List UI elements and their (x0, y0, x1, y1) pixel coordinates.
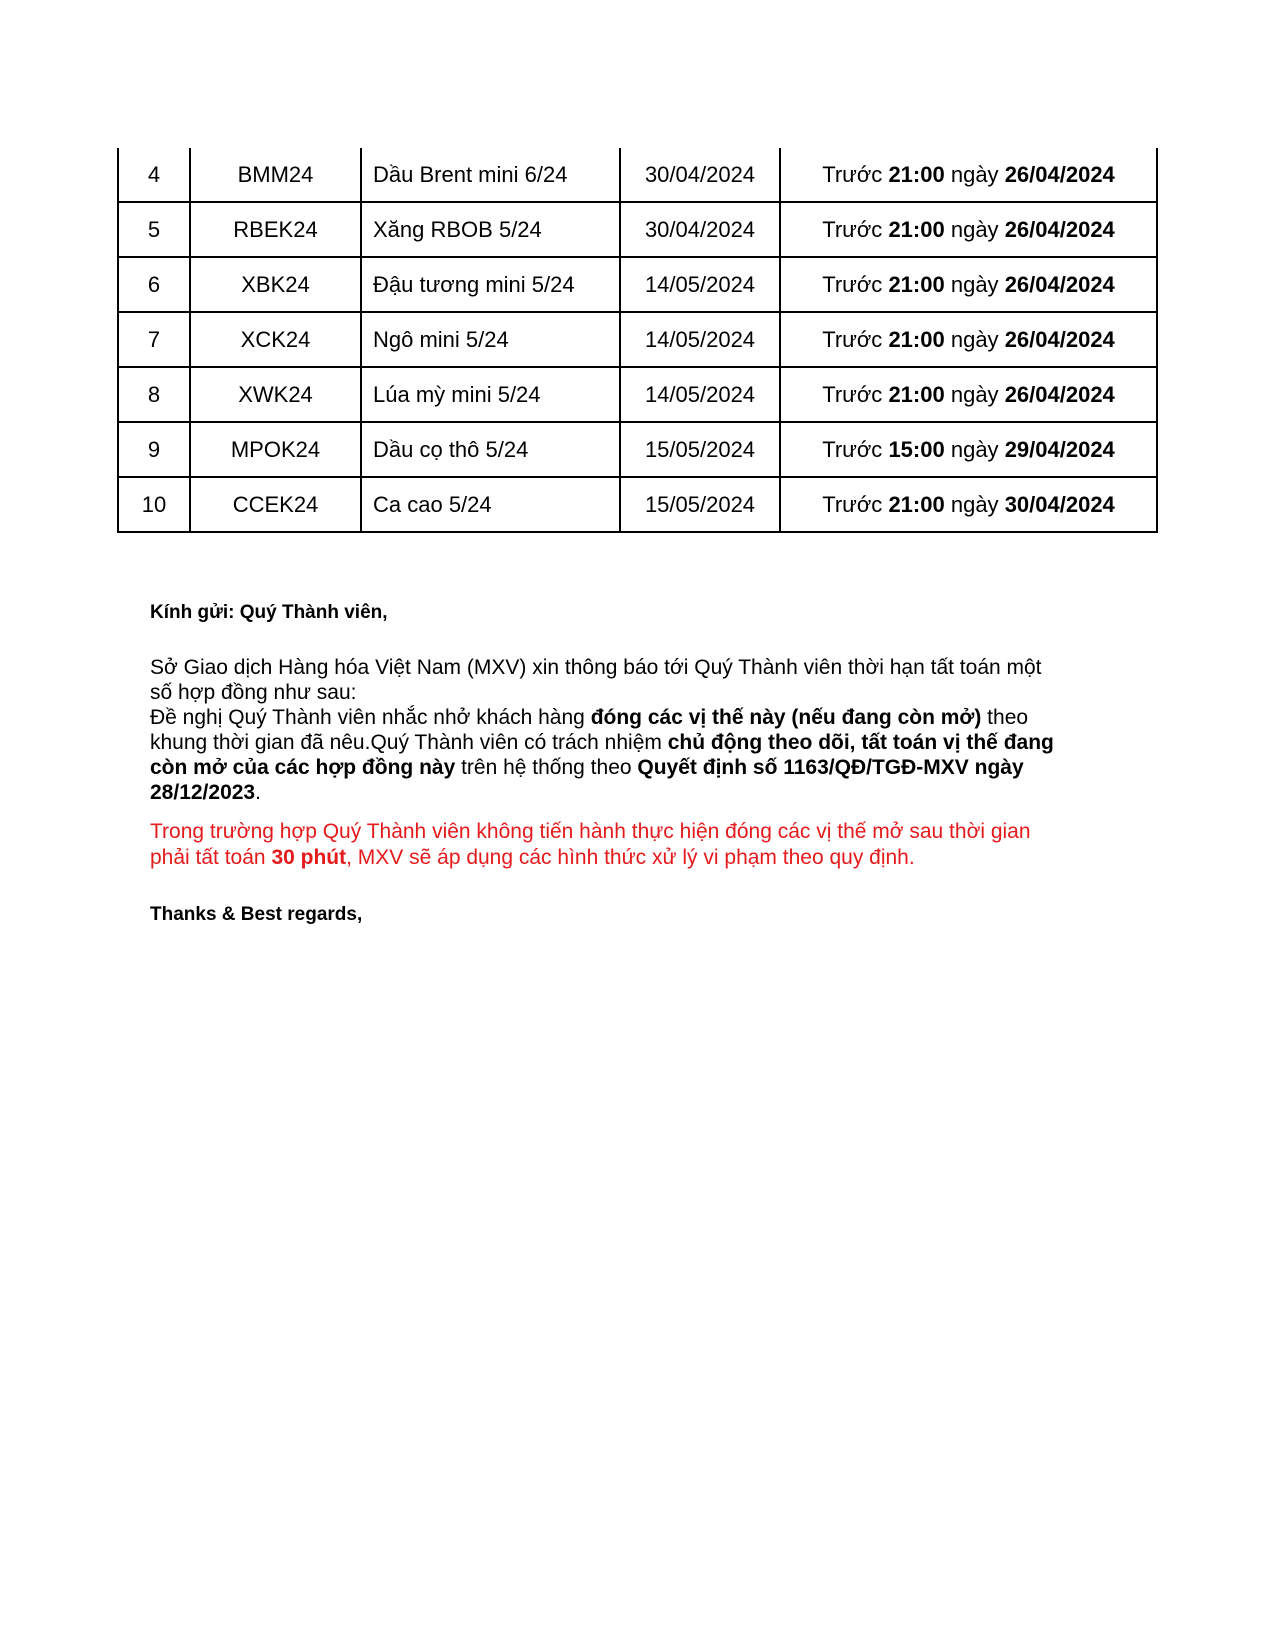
row-number-cell: 6 (118, 257, 190, 312)
table-row (118, 422, 1157, 477)
settlement-deadline-cell (780, 367, 1157, 422)
penalty-warning (150, 819, 1140, 871)
contract-name-cell: Lúa mỳ mini 5/24 (361, 367, 620, 422)
contract-code-cell: XCK24 (190, 312, 361, 367)
decision-reference: Quyết định số 1163/QĐ/TGĐ-MXV ngày (637, 756, 1024, 779)
deadline-time: 21:00 (888, 161, 945, 187)
deadline-prefix: Trước (822, 326, 883, 352)
deadline-prefix: Trước (822, 436, 883, 462)
warning-text-end: , MXV sẽ áp dụng các hình thức xử lý vi phạm theo quy định. (346, 846, 915, 869)
deadline-date: 29/04/2024 (1004, 436, 1115, 462)
deadline-date: 30/04/2024 (1004, 491, 1115, 517)
intro-line-2: số hợp đồng như sau: (150, 681, 357, 704)
expiry-date-cell: 14/05/2024 (620, 367, 780, 422)
deadline-date: 26/04/2024 (1004, 326, 1115, 352)
contract-code-cell: XWK24 (190, 367, 361, 422)
deadline-date: 26/04/2024 (1004, 161, 1115, 187)
warning-duration: 30 phút (271, 846, 347, 869)
row-number-cell: 5 (118, 202, 190, 257)
settlement-deadline-cell (780, 312, 1157, 367)
responsibility-emphasis-2: còn mở của các hợp đồng này (150, 756, 456, 779)
deadline-time: 21:00 (888, 381, 945, 407)
warning-line-1: Trong trường hợp Quý Thành viên không tiến hành thực hiện đóng các vị thế mở sau thời gian (150, 820, 1031, 843)
contract-code-cell: RBEK24 (190, 202, 361, 257)
closing-signoff: Thanks & Best regards, (150, 904, 363, 925)
intro-line-1: Sở Giao dịch Hàng hóa Việt Nam (MXV) xin thông báo tới Quý Thành viên thời hạn tất toán một (150, 656, 1042, 679)
deadline-prefix: Trước (822, 381, 883, 407)
deadline-mid: ngày (950, 216, 999, 242)
contract-name-cell: Dầu Brent mini 6/24 (361, 148, 620, 202)
deadline-time: 15:00 (888, 436, 945, 462)
contract-name-cell: Dầu cọ thô 5/24 (361, 422, 620, 477)
intro-paragraph (150, 655, 1140, 805)
expiry-date-cell: 30/04/2024 (620, 148, 780, 202)
contract-code-cell: CCEK24 (190, 477, 361, 532)
deadline-prefix: Trước (822, 216, 883, 242)
table-row (118, 477, 1157, 532)
expiry-date-cell: 30/04/2024 (620, 202, 780, 257)
table-row (118, 312, 1157, 367)
contract-table-body (118, 148, 1157, 532)
notice-letter (150, 600, 1140, 927)
settlement-deadline-cell (780, 202, 1157, 257)
table-row (118, 367, 1157, 422)
table-row (118, 202, 1157, 257)
deadline-prefix: Trước (822, 161, 883, 187)
deadline-date: 26/04/2024 (1004, 271, 1115, 297)
settlement-deadline-cell (780, 477, 1157, 532)
deadline-mid: ngày (950, 491, 999, 517)
request-text-end: theo (981, 706, 1029, 729)
responsibility-emphasis-1: chủ động theo dõi, tất toán vị thế đang (667, 731, 1054, 754)
sentence-end: . (255, 781, 261, 804)
settlement-deadline-cell (780, 422, 1157, 477)
deadline-time: 21:00 (888, 491, 945, 517)
request-emphasis: đóng các vị thế này (nếu đang còn mở) (590, 706, 982, 729)
deadline-mid: ngày (950, 161, 999, 187)
deadline-time: 21:00 (888, 216, 945, 242)
expiry-date-cell: 14/05/2024 (620, 257, 780, 312)
deadline-mid: ngày (950, 381, 999, 407)
contract-name-cell: Xăng RBOB 5/24 (361, 202, 620, 257)
contract-code-cell: BMM24 (190, 148, 361, 202)
deadline-mid: ngày (950, 436, 999, 462)
contract-name-cell: Đậu tương mini 5/24 (361, 257, 620, 312)
row-number-cell: 9 (118, 422, 190, 477)
deadline-time: 21:00 (888, 271, 945, 297)
contract-code-cell: XBK24 (190, 257, 361, 312)
responsibility-text: khung thời gian đã nêu.Quý Thành viên có trách nhiệm (150, 731, 668, 754)
deadline-date: 26/04/2024 (1004, 216, 1115, 242)
row-number-cell: 7 (118, 312, 190, 367)
system-text: trên hệ thống theo (455, 756, 638, 779)
deadline-date: 26/04/2024 (1004, 381, 1115, 407)
request-text: Đề nghị Quý Thành viên nhắc nhở khách hàng (150, 706, 591, 729)
contract-settlement-table (117, 148, 1158, 533)
contract-code-cell: MPOK24 (190, 422, 361, 477)
expiry-date-cell: 15/05/2024 (620, 477, 780, 532)
deadline-prefix: Trước (822, 491, 883, 517)
warning-text: phải tất toán (150, 846, 272, 869)
expiry-date-cell: 14/05/2024 (620, 312, 780, 367)
table-row (118, 148, 1157, 202)
deadline-mid: ngày (950, 271, 999, 297)
row-number-cell: 10 (118, 477, 190, 532)
greeting: Kính gửi: Quý Thành viên, (150, 602, 388, 623)
settlement-deadline-cell (780, 257, 1157, 312)
settlement-deadline-cell (780, 148, 1157, 202)
contract-name-cell: Ngô mini 5/24 (361, 312, 620, 367)
row-number-cell: 4 (118, 148, 190, 202)
deadline-time: 21:00 (888, 326, 945, 352)
table-row (118, 257, 1157, 312)
expiry-date-cell: 15/05/2024 (620, 422, 780, 477)
row-number-cell: 8 (118, 367, 190, 422)
decision-date: 28/12/2023 (150, 781, 256, 804)
deadline-mid: ngày (950, 326, 999, 352)
contract-name-cell: Ca cao 5/24 (361, 477, 620, 532)
deadline-prefix: Trước (822, 271, 883, 297)
